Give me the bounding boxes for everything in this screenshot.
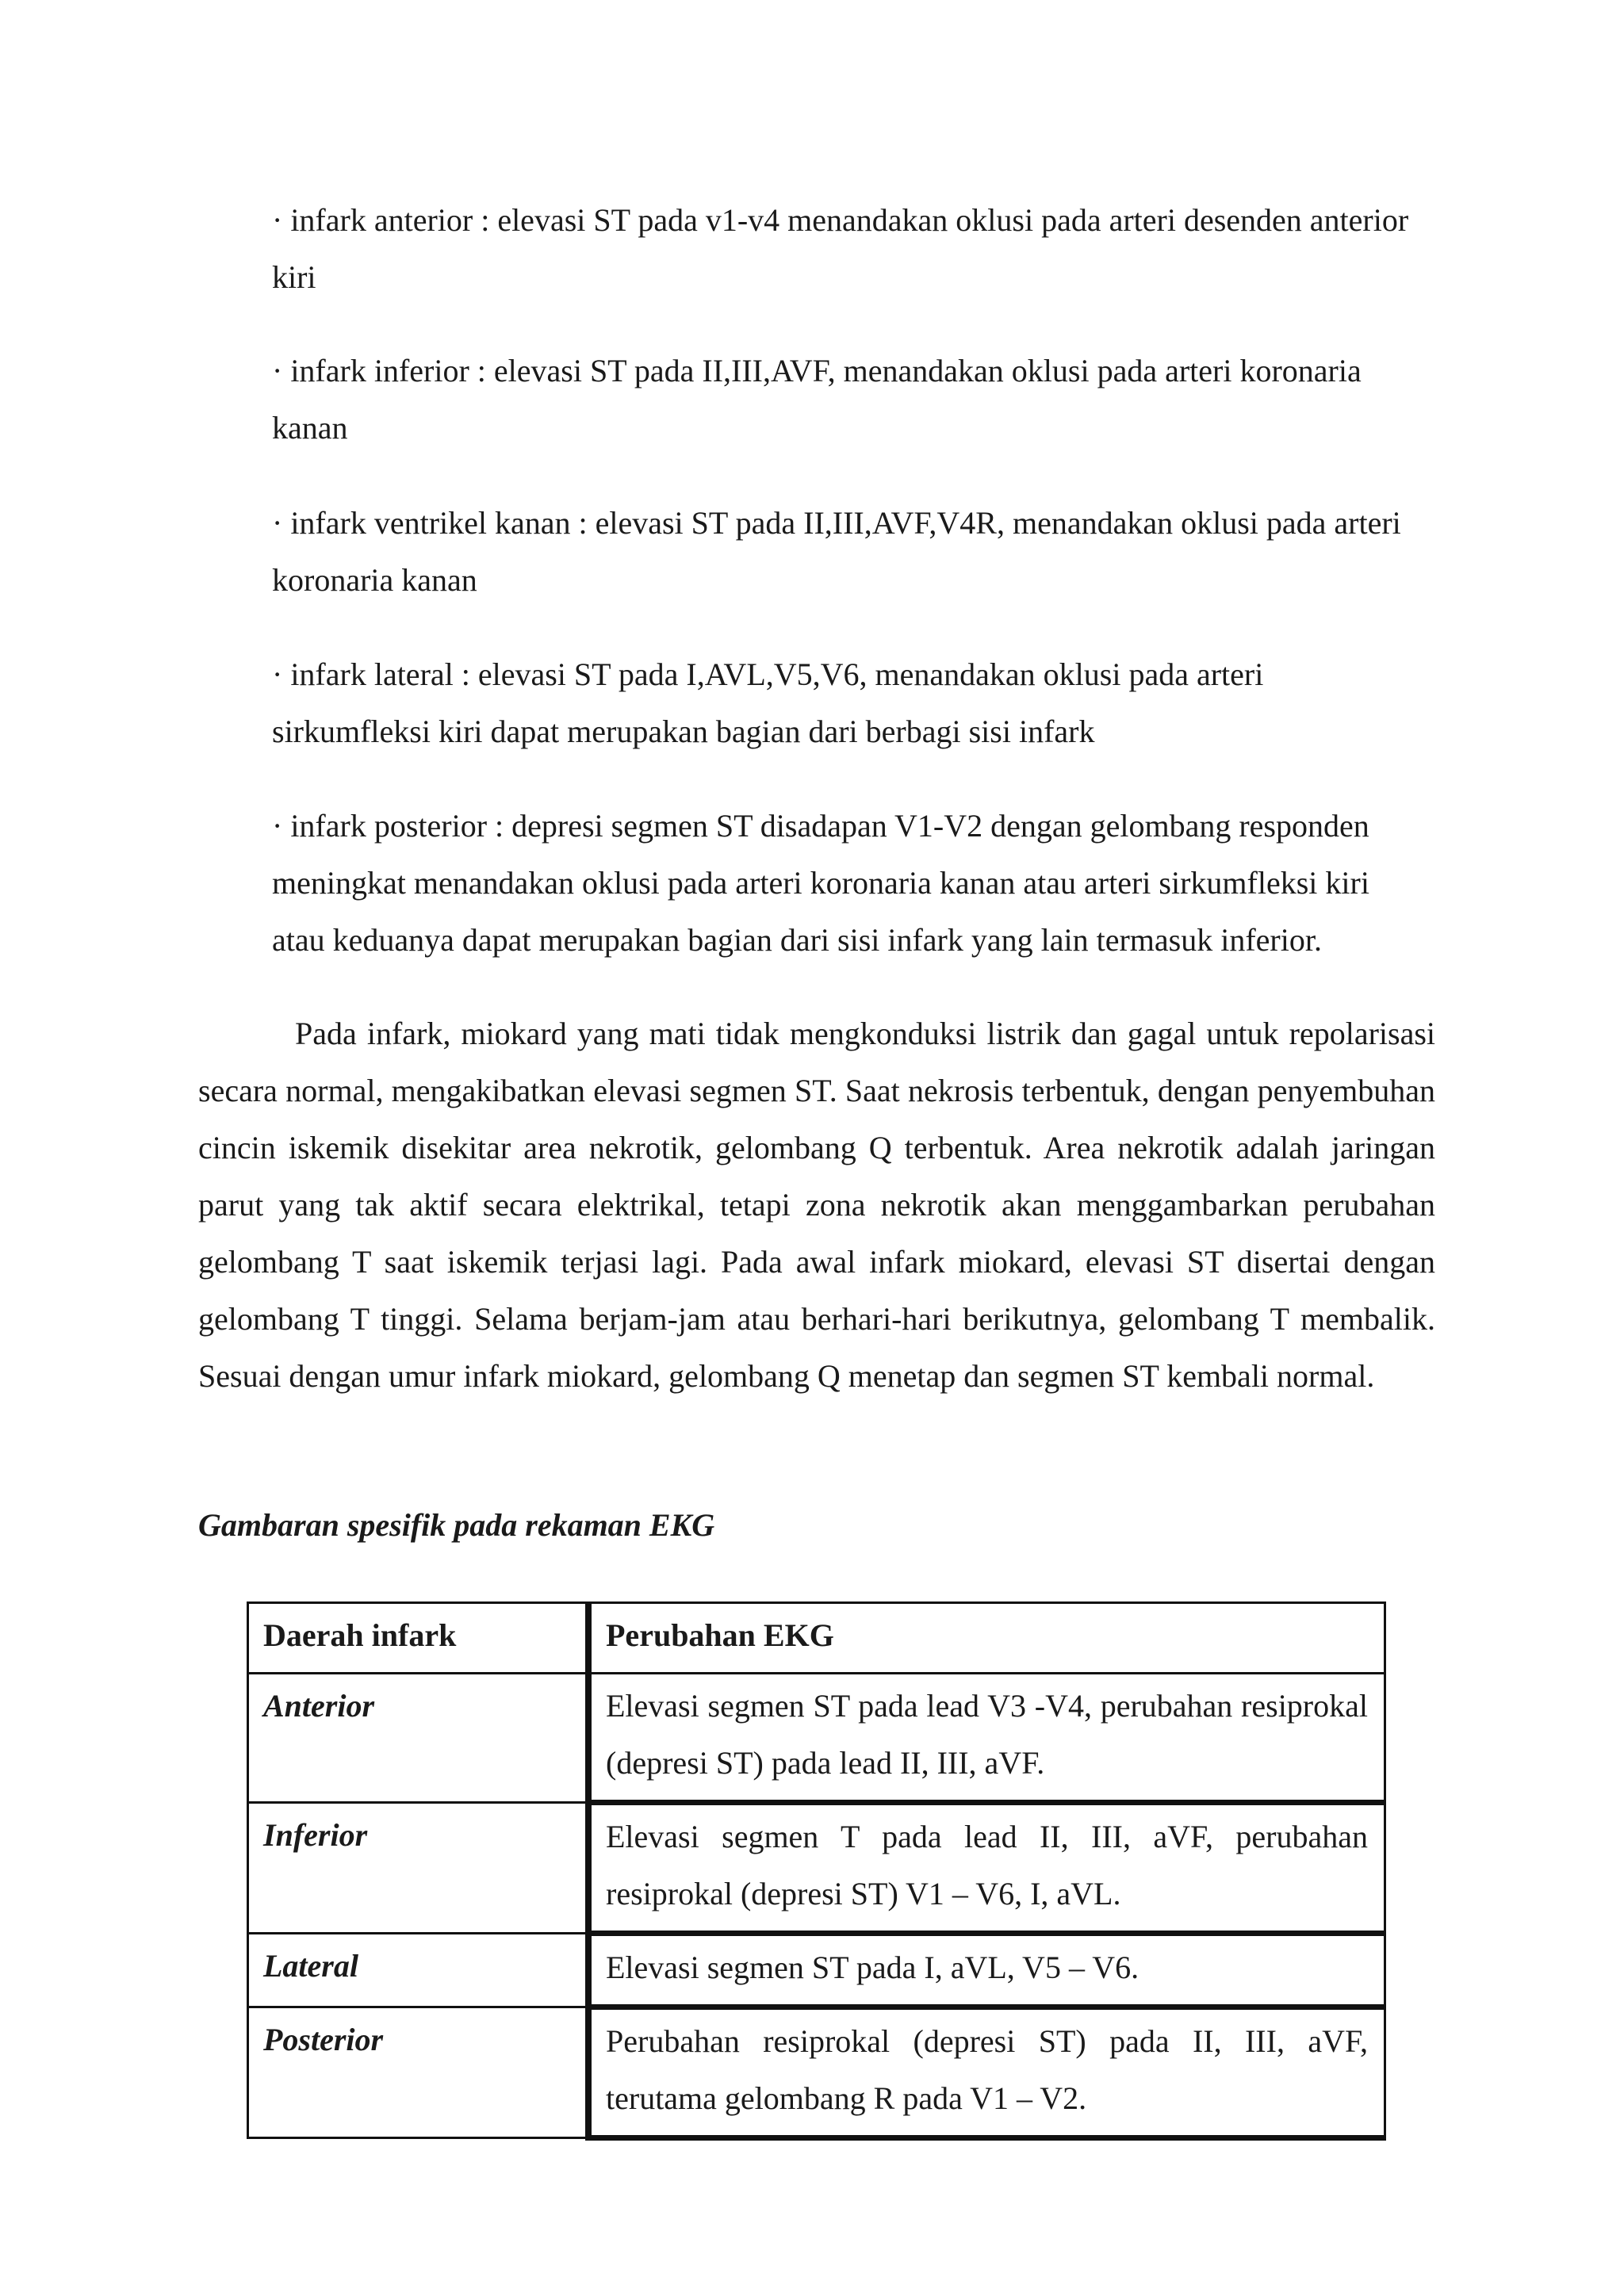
header-daerah-infark: Daerah infark <box>248 1603 589 1674</box>
body-paragraph: Pada infark, miokard yang mati tidak mengkonduksi listrik dan gagal untuk repolarisasi secara normal, mengakibatkan elevasi segmen ST. Saat nekrosis terbentuk, dengan penyembuhan cincin iskemik disekitar area nekrotik, gelombang Q terbentuk. Area nekrotik adalah jaringan parut yang tak aktif secara elektrikal, tetapi zona nekrotik akan menggambarkan perubahan gelombang T saat iskemik terjasi lagi. Pada awal infark miokard, elevasi ST disertai dengan gelombang T tinggi. Selama berjam-jam atau berhari-hari berikutnya, gelombang T membalik. Sesuai dengan umur infark miokard, gelombang Q menetap dan segmen ST kembali normal. <box>198 1016 1435 1394</box>
bullet-infark-lateral: · infark lateral : elevasi ST pada I,AVL,V5,V6, menandakan oklusi pada arteri sirkumfleksi kiri dapat merupakan bagian dari berbagi sisi infark <box>272 656 1264 749</box>
header-perubahan-ekg: Perubahan EKG <box>588 1603 1385 1674</box>
bullet-infark-posterior: · infark posterior : depresi segmen ST disadapan V1-V2 dengan gelombang responden meningkat menandakan oklusi pada arteri koronaria kanan atau arteri sirkumfleksi kiri atau keduanya dapat merupakan bagian dari sisi infark yang lain termasuk inferior. <box>272 808 1369 958</box>
change-cell: Elevasi segmen T pada lead II, III, aVF, perubahan resiprokal (depresi ST) V1 – V6, I, aVL. <box>588 1803 1385 1934</box>
bullet-infark-ventrikel-kanan: · infark ventrikel kanan : elevasi ST pada II,III,AVF,V4R, menandakan oklusi pada arteri koronaria kanan <box>272 505 1401 598</box>
change-cell: Elevasi segmen ST pada I, aVL, V5 – V6. <box>588 1934 1385 2007</box>
bullet-infark-anterior: · infark anterior : elevasi ST pada v1-v4 menandakan oklusi pada arteri desenden anterior kiri <box>272 202 1409 295</box>
change-cell: Elevasi segmen ST pada lead V3 -V4, perubahan resiprokal (depresi ST) pada lead II, III, aVF. <box>588 1674 1385 1803</box>
region-cell: Lateral <box>248 1934 589 2007</box>
region-cell: Anterior <box>248 1674 589 1803</box>
ekg-table <box>247 1601 1386 2141</box>
change-cell: Perubahan resiprokal (depresi ST) pada II, III, aVF, terutama gelombang R pada V1 – V2. <box>588 2007 1385 2138</box>
region-cell: Posterior <box>248 2007 589 2138</box>
table-row <box>248 1803 1385 1934</box>
section-heading: Gambaran spesifik pada rekaman EKG <box>198 1507 715 1543</box>
bullet-infark-inferior: · infark inferior : elevasi ST pada II,III,AVF, menandakan oklusi pada arteri koronaria kanan <box>272 353 1362 446</box>
region-cell: Inferior <box>248 1803 589 1934</box>
table-row <box>248 1934 1385 2007</box>
table-header-row <box>248 1603 1385 1674</box>
table-row <box>248 2007 1385 2138</box>
table-row <box>248 1674 1385 1803</box>
